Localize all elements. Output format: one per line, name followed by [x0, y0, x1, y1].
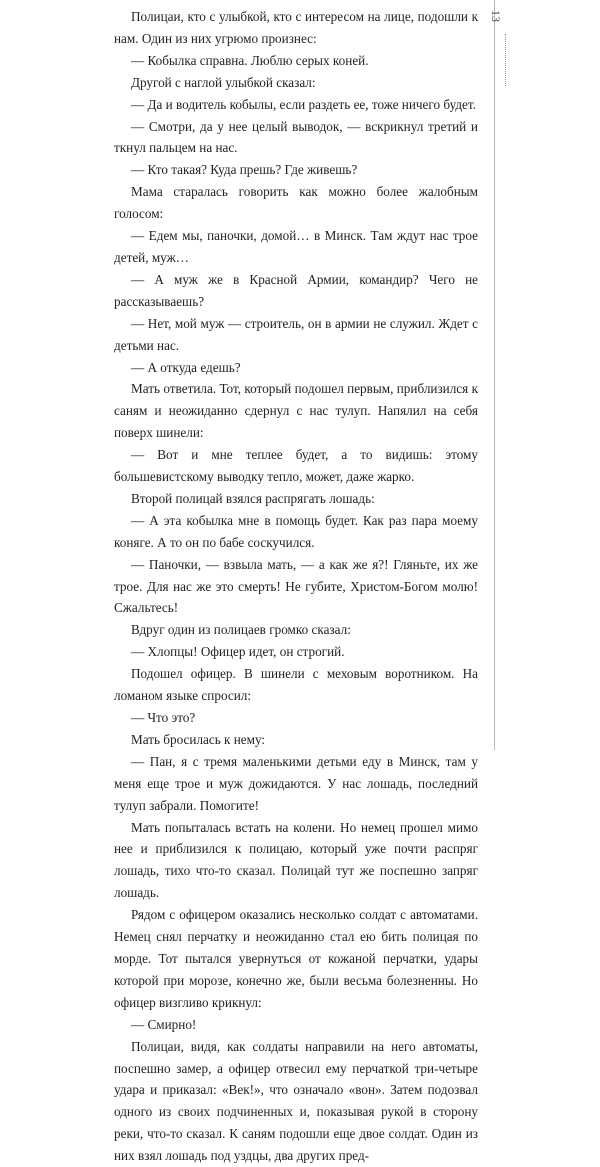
paragraph: Мать попыталась встать на колени. Но немец прошел мимо нее и приблизился к полицаю, который уже почти распряг лошадь, тихо что-то сказал. Полицай тут же поспешно запряг лошадь. — [114, 819, 478, 901]
paragraph: — Нет, мой муж — строитель, он в армии не служил. Ждет с детьми нас. — [114, 315, 478, 353]
paragraph: — А муж же в Красной Армии, командир? Чего не рассказываешь? — [114, 271, 478, 309]
paragraph: Второй полицай взялся распрягать лошадь: — [131, 490, 375, 506]
paragraph: Подошел офицер. В шинели с меховым воротником. На ломаном языке спросил: — [114, 666, 478, 704]
paragraph: Мать ответила. Тот, который подошел первым, приблизился к саням и неожиданно сдернул с нас тулуп. Напялил на себя поверх шинели: — [114, 381, 478, 441]
paragraph: — Едем мы, паночки, домой… в Минск. Там ждут нас трое детей, муж… — [114, 228, 478, 265]
paragraph: Полицаи, видя, как солдаты направили на него автоматы, поспешно замер, а офицер отвесил ему перчаткой три-четыре удара и приказал: «Век!», что означало «вон». Затем подозвал одного из своих подчиненных и, показывая рукой в сторону реки, что-то сказал. К саням подошли еще двое солдат. Один из них взял лошадь под уздцы, два других пред- — [114, 1038, 478, 1164]
paragraph: Мама старалась говорить как можно более жалобным голосом: — [114, 184, 478, 222]
paragraph: — Пан, я с тремя маленькими детьми еду в Минск, там у меня еще трое и муж дожидаются. У нас лошадь, последний тулуп забрали. Помогите! — [114, 753, 478, 813]
paragraph: — Паночки, — взвыла мать, — а как же я?! Гляньте, их же трое. Для нас же это смерть! Не губите, Христом-Богом молю! Сжальтесь! — [114, 556, 478, 616]
paragraph: Полицаи, кто с улыбкой, кто с интересом на лице, подошли к нам. Один из них угрюмо произнес: — [114, 9, 478, 46]
paragraph: Мать бросилась к нему: — [131, 731, 266, 747]
paragraph: — Что это? — [131, 710, 196, 725]
paragraph: — Вот и мне теплее будет, а то видишь: этому большевистскому выводку тепло, может, даже жарко. — [114, 447, 478, 485]
paragraph: — Хлопцы! Офицер идет, он строгий. — [131, 644, 345, 660]
page-number: 13 — [489, 10, 503, 22]
paragraph: — Кобылка справна. Люблю серых коней. — [131, 52, 369, 68]
page-number-dotted-rule — [505, 34, 506, 86]
paragraph: — Да и водитель кобылы, если раздеть ее, тоже ничего будет. — [131, 96, 476, 112]
paragraph: Другой с наглой улыбкой сказал: — [131, 74, 316, 90]
margin-rule — [494, 0, 495, 750]
paragraph: Рядом с офицером оказались несколько солдат с автоматами. Немец снял перчатку и неожиданно стал ею бить полицая по морде. Тот пытался увернуться от кожаной перчатки, удары которой при морозе, конечно же, были весьма болезненны. Но офицер визгливо крикнул: — [114, 907, 478, 1010]
paragraph: Вдруг один из полицаев громко сказал: — [131, 622, 351, 638]
body-text — [114, 6, 478, 1167]
paragraph: — А откуда едешь? — [131, 359, 241, 375]
paragraph: — А эта кобылка мне в помощь будет. Как раз пара моему коняге. А то он по бабе соскучился. — [114, 512, 478, 550]
paragraph: — Смотри, да у нее целый выводок, — вскрикнул третий и ткнул пальцем на нас. — [114, 118, 478, 156]
paragraph: — Кто такая? Куда прешь? Где живешь? — [131, 162, 358, 178]
paragraph: — Смирно! — [131, 1016, 197, 1032]
